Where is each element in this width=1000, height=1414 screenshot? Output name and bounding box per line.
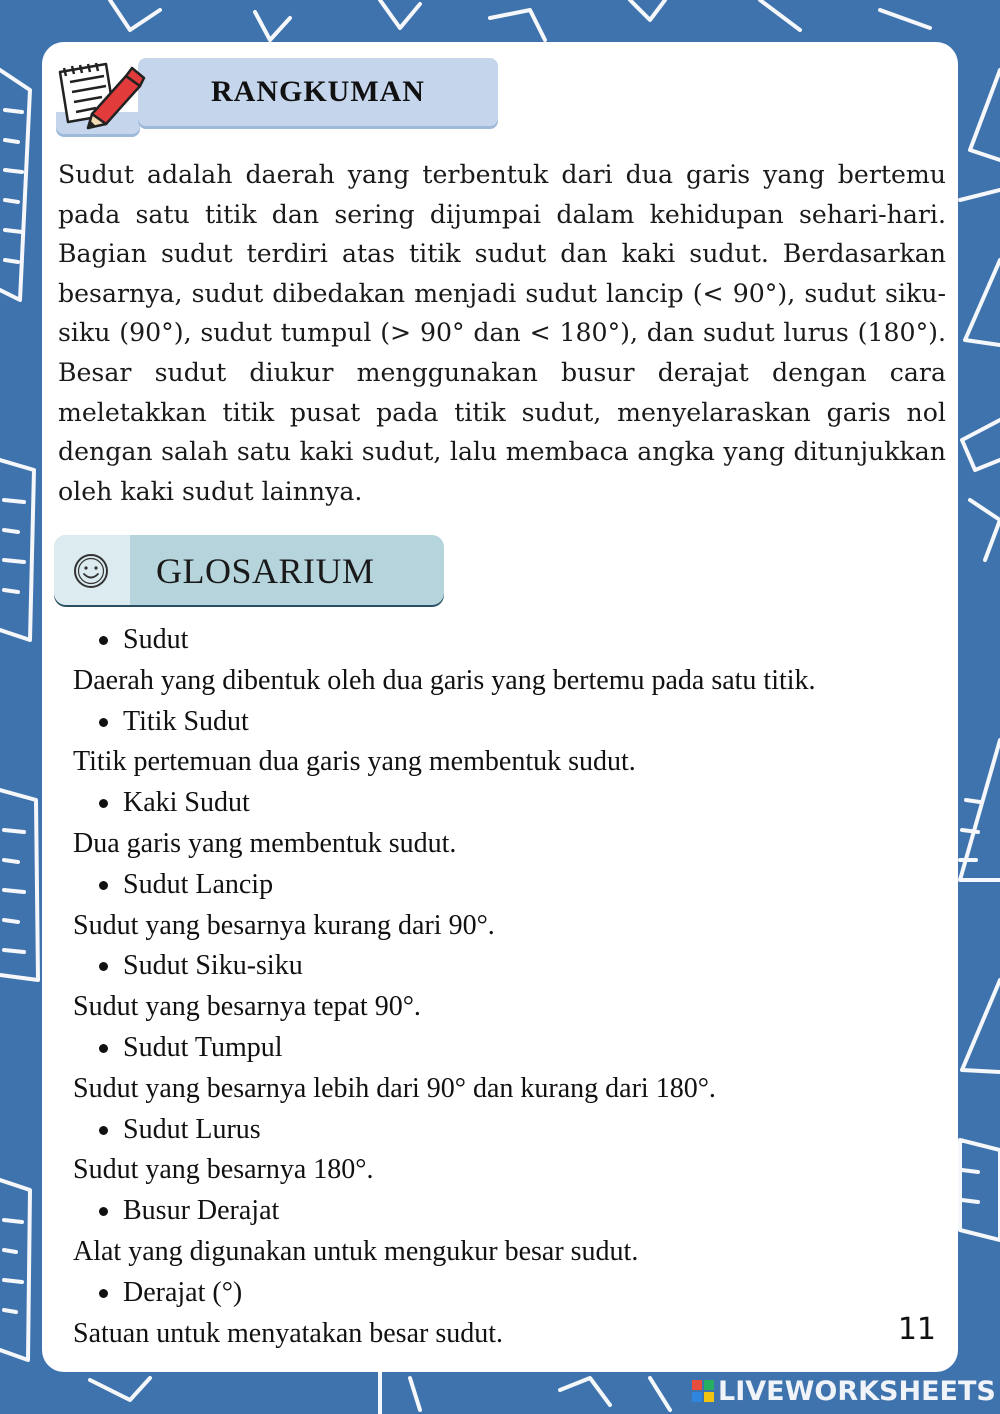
glossary-term	[73, 702, 933, 743]
glossary-entry	[73, 702, 933, 784]
glossary-definition: Titik pertemuan dua garis yang membentuk sudut.	[73, 746, 636, 778]
rangkuman-paragraph: Sudut adalah daerah yang terbentuk dari dua garis yang bertemu pada satu titik dan sering dijumpai dalam kehidupan sehari-hari. Bagian sudut terdiri atas titik sudut dan kaki sudut. Berdasarkan besarnya, sudut dibedakan menjadi sudut lancip (< 90°), sudut siku-siku (90°), sudut tumpul (> 90° dan < 180°), dan sudut lurus (180°). Besar sudut diukur menggunakan busur derajat dengan cara meletakkan titik pusat pada titik sudut, menyelaraskan garis nol dengan salah satu kaki sudut, lalu membaca angka yang ditunjukkan oleh kaki sudut lainnya.	[58, 160, 946, 506]
rangkuman-header-bar	[138, 58, 498, 126]
glossary-term	[73, 865, 933, 906]
glosarium-title: GLOSARIUM	[156, 551, 375, 591]
glossary-definition: Sudut yang besarnya tepat 90°.	[73, 991, 421, 1023]
glossary-term	[73, 946, 933, 987]
glossary-term-text: Sudut Tumpul	[123, 1031, 283, 1063]
glossary-entry	[73, 1273, 933, 1355]
glossary-definition: Dua garis yang membentuk sudut.	[73, 827, 457, 859]
glossary-term	[73, 1110, 933, 1151]
glossary-term-text: Sudut	[123, 624, 189, 655]
glossary-definition: Sudut yang besarnya 180°.	[73, 1154, 374, 1186]
glossary-term-text: Sudut Lancip	[123, 868, 274, 900]
glosarium-header	[54, 535, 444, 605]
glossary-term-text: Sudut Lurus	[123, 1113, 261, 1145]
glossary-definition: Alat yang digunakan untuk mengukur besar sudut.	[73, 1235, 639, 1267]
liveworksheets-watermark	[692, 1376, 996, 1406]
glossary-term-text: Busur Derajat	[123, 1195, 280, 1227]
bullet-dot-icon	[99, 718, 108, 727]
glossary-entry	[73, 865, 933, 947]
glossary-entry	[73, 1028, 933, 1110]
glossary-entry	[73, 783, 933, 865]
smiley-icon	[72, 552, 110, 590]
notepad-pencil-icon	[56, 56, 148, 132]
glossary-term-text: Derajat (°)	[123, 1276, 243, 1308]
glossary-term	[73, 1191, 933, 1232]
page-card	[42, 42, 958, 1372]
bullet-dot-icon	[99, 1289, 108, 1298]
glossary-definition: Satuan untuk menyatakan besar sudut.	[73, 1317, 504, 1349]
glossary-entry	[73, 1191, 933, 1273]
glossary-term	[73, 1273, 933, 1314]
glossary-term-text: Titik Sudut	[123, 705, 249, 737]
bullet-dot-icon	[99, 881, 108, 890]
glossary-definition: Sudut yang besarnya lebih dari 90° dan kurang dari 180°.	[73, 1072, 716, 1104]
glosarium-icon-box	[54, 535, 130, 605]
glossary-entry	[73, 946, 933, 1028]
bullet-dot-icon	[99, 799, 108, 808]
glossary-term-text: Kaki Sudut	[123, 787, 250, 819]
glossary-term-text: Sudut Siku-siku	[123, 950, 303, 982]
bullet-dot-icon	[99, 1044, 108, 1053]
watermark-text: LIVEWORKSHEETS	[718, 1375, 996, 1407]
glossary-term	[73, 620, 933, 661]
rangkuman-header	[56, 52, 498, 134]
bullet-dot-icon	[99, 962, 108, 971]
glossary-list	[73, 620, 933, 1354]
page-number: 11	[897, 1312, 936, 1347]
bullet-dot-icon	[99, 1207, 108, 1216]
glossary-definition: Sudut yang besarnya kurang dari 90°.	[73, 909, 495, 941]
glossary-term	[73, 783, 933, 824]
liveworksheets-logo-icon	[692, 1380, 714, 1402]
glossary-definition: Daerah yang dibentuk oleh dua garis yang bertemu pada satu titik.	[73, 664, 816, 696]
rangkuman-title: RANGKUMAN	[211, 75, 425, 108]
glossary-entry	[73, 620, 933, 702]
bullet-dot-icon	[99, 1126, 108, 1135]
glossary-entry	[73, 1110, 933, 1192]
glossary-term	[73, 1028, 933, 1069]
bullet-dot-icon	[99, 636, 108, 645]
